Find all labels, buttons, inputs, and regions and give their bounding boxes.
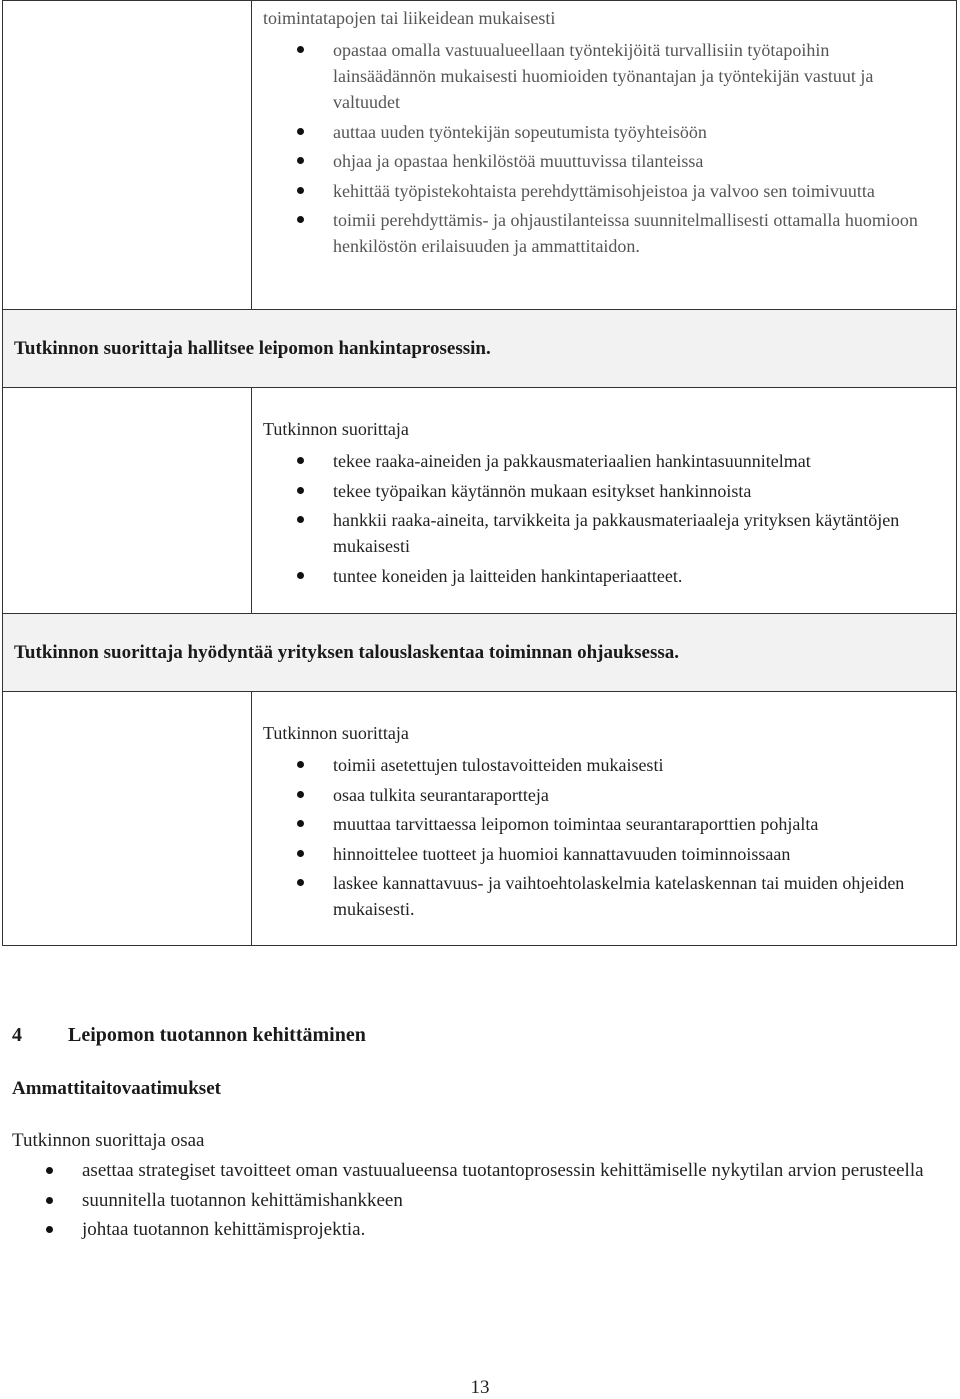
table-row-procurement bbox=[3, 388, 956, 614]
list-item: suunnitella tuotannon kehittämishankkeen bbox=[12, 1188, 932, 1214]
section-title: Leipomon tuotannon kehittäminen bbox=[68, 1024, 366, 1046]
competence-table bbox=[2, 0, 957, 946]
procurement-heading: Tutkinnon suorittaja hallitsee leipomon hankintaprosessin. bbox=[14, 338, 491, 359]
table-row-guidance bbox=[3, 1, 956, 310]
requirements-list bbox=[12, 1158, 932, 1243]
table-row-heading-accounting bbox=[3, 614, 956, 692]
list-item: hinnoittelee tuotteet ja huomioi kannattavuuden toiminnoissaan bbox=[263, 841, 936, 867]
page-number: 13 bbox=[470, 1377, 490, 1398]
list-item: opastaa omalla vastuualueellaan työntekijöitä turvallisiin työtapoihin lainsäädännön mukaisesti huomioiden työnantajan ja työntekijän vastuut ja valtuudet bbox=[263, 37, 936, 115]
accounting-lead: Tutkinnon suorittaja bbox=[263, 723, 409, 743]
table-left-cell bbox=[3, 1, 252, 309]
accounting-heading: Tutkinnon suorittaja hyödyntää yrityksen talouslaskentaa toiminnan ohjauksessa. bbox=[14, 642, 679, 663]
procurement-list bbox=[263, 448, 936, 589]
list-item: kehittää työpistekohtaista perehdyttämisohjeistoa ja valvoo sen toimivuutta bbox=[263, 178, 936, 204]
list-item: toimii perehdyttämis- ja ohjaustilanteissa suunnitelmallisesti ottamalla huomioon henkilöstön erilaisuuden ja ammattitaidon. bbox=[263, 207, 936, 259]
list-item: tekee työpaikan käytännön mukaan esitykset hankinnoista bbox=[263, 478, 936, 504]
guidance-lead: toimintatapojen tai liikeidean mukaisesti bbox=[263, 8, 556, 28]
section-heading bbox=[12, 1024, 366, 1047]
table-left-cell bbox=[3, 692, 252, 945]
table-row-accounting bbox=[3, 692, 956, 945]
list-item: johtaa tuotannon kehittämisprojektia. bbox=[12, 1217, 932, 1243]
list-item: ohjaa ja opastaa henkilöstöä muuttuvissa tilanteissa bbox=[263, 148, 936, 174]
list-item: osaa tulkita seurantaraportteja bbox=[263, 782, 936, 808]
table-row-heading-procurement bbox=[3, 310, 956, 388]
section-number: 4 bbox=[12, 1024, 22, 1046]
list-item: laskee kannattavuus- ja vaihtoehtolaskelmia katelaskennan tai muiden ohjeiden mukaisesti. bbox=[263, 870, 936, 922]
section-requirements bbox=[12, 1158, 932, 1247]
section-subtitle: Ammattitaitovaatimukset bbox=[12, 1078, 221, 1099]
procurement-lead: Tutkinnon suorittaja bbox=[263, 419, 409, 439]
list-item: asettaa strategiset tavoitteet oman vastuualueensa tuotantoprosessin kehittämiselle nykytilan arvion perusteella bbox=[12, 1158, 932, 1184]
list-item: hankkii raaka-aineita, tarvikkeita ja pakkausmateriaaleja yrityksen käytäntöjen mukaisesti bbox=[263, 507, 936, 559]
guidance-list bbox=[263, 37, 936, 259]
list-item: auttaa uuden työntekijän sopeutumista työyhteisöön bbox=[263, 119, 936, 145]
accounting-list bbox=[263, 752, 936, 922]
list-item: muuttaa tarvittaessa leipomon toimintaa seurantaraporttien pohjalta bbox=[263, 811, 936, 837]
list-item: tuntee koneiden ja laitteiden hankintaperiaatteet. bbox=[263, 563, 936, 589]
section-lead: Tutkinnon suorittaja osaa bbox=[12, 1130, 205, 1151]
guidance-criteria bbox=[263, 5, 936, 263]
list-item: toimii asetettujen tulostavoitteiden mukaisesti bbox=[263, 752, 936, 778]
list-item: tekee raaka-aineiden ja pakkausmateriaalien hankintasuunnitelmat bbox=[263, 448, 936, 474]
table-left-cell bbox=[3, 388, 252, 613]
accounting-criteria bbox=[263, 720, 936, 926]
procurement-criteria bbox=[263, 416, 936, 592]
